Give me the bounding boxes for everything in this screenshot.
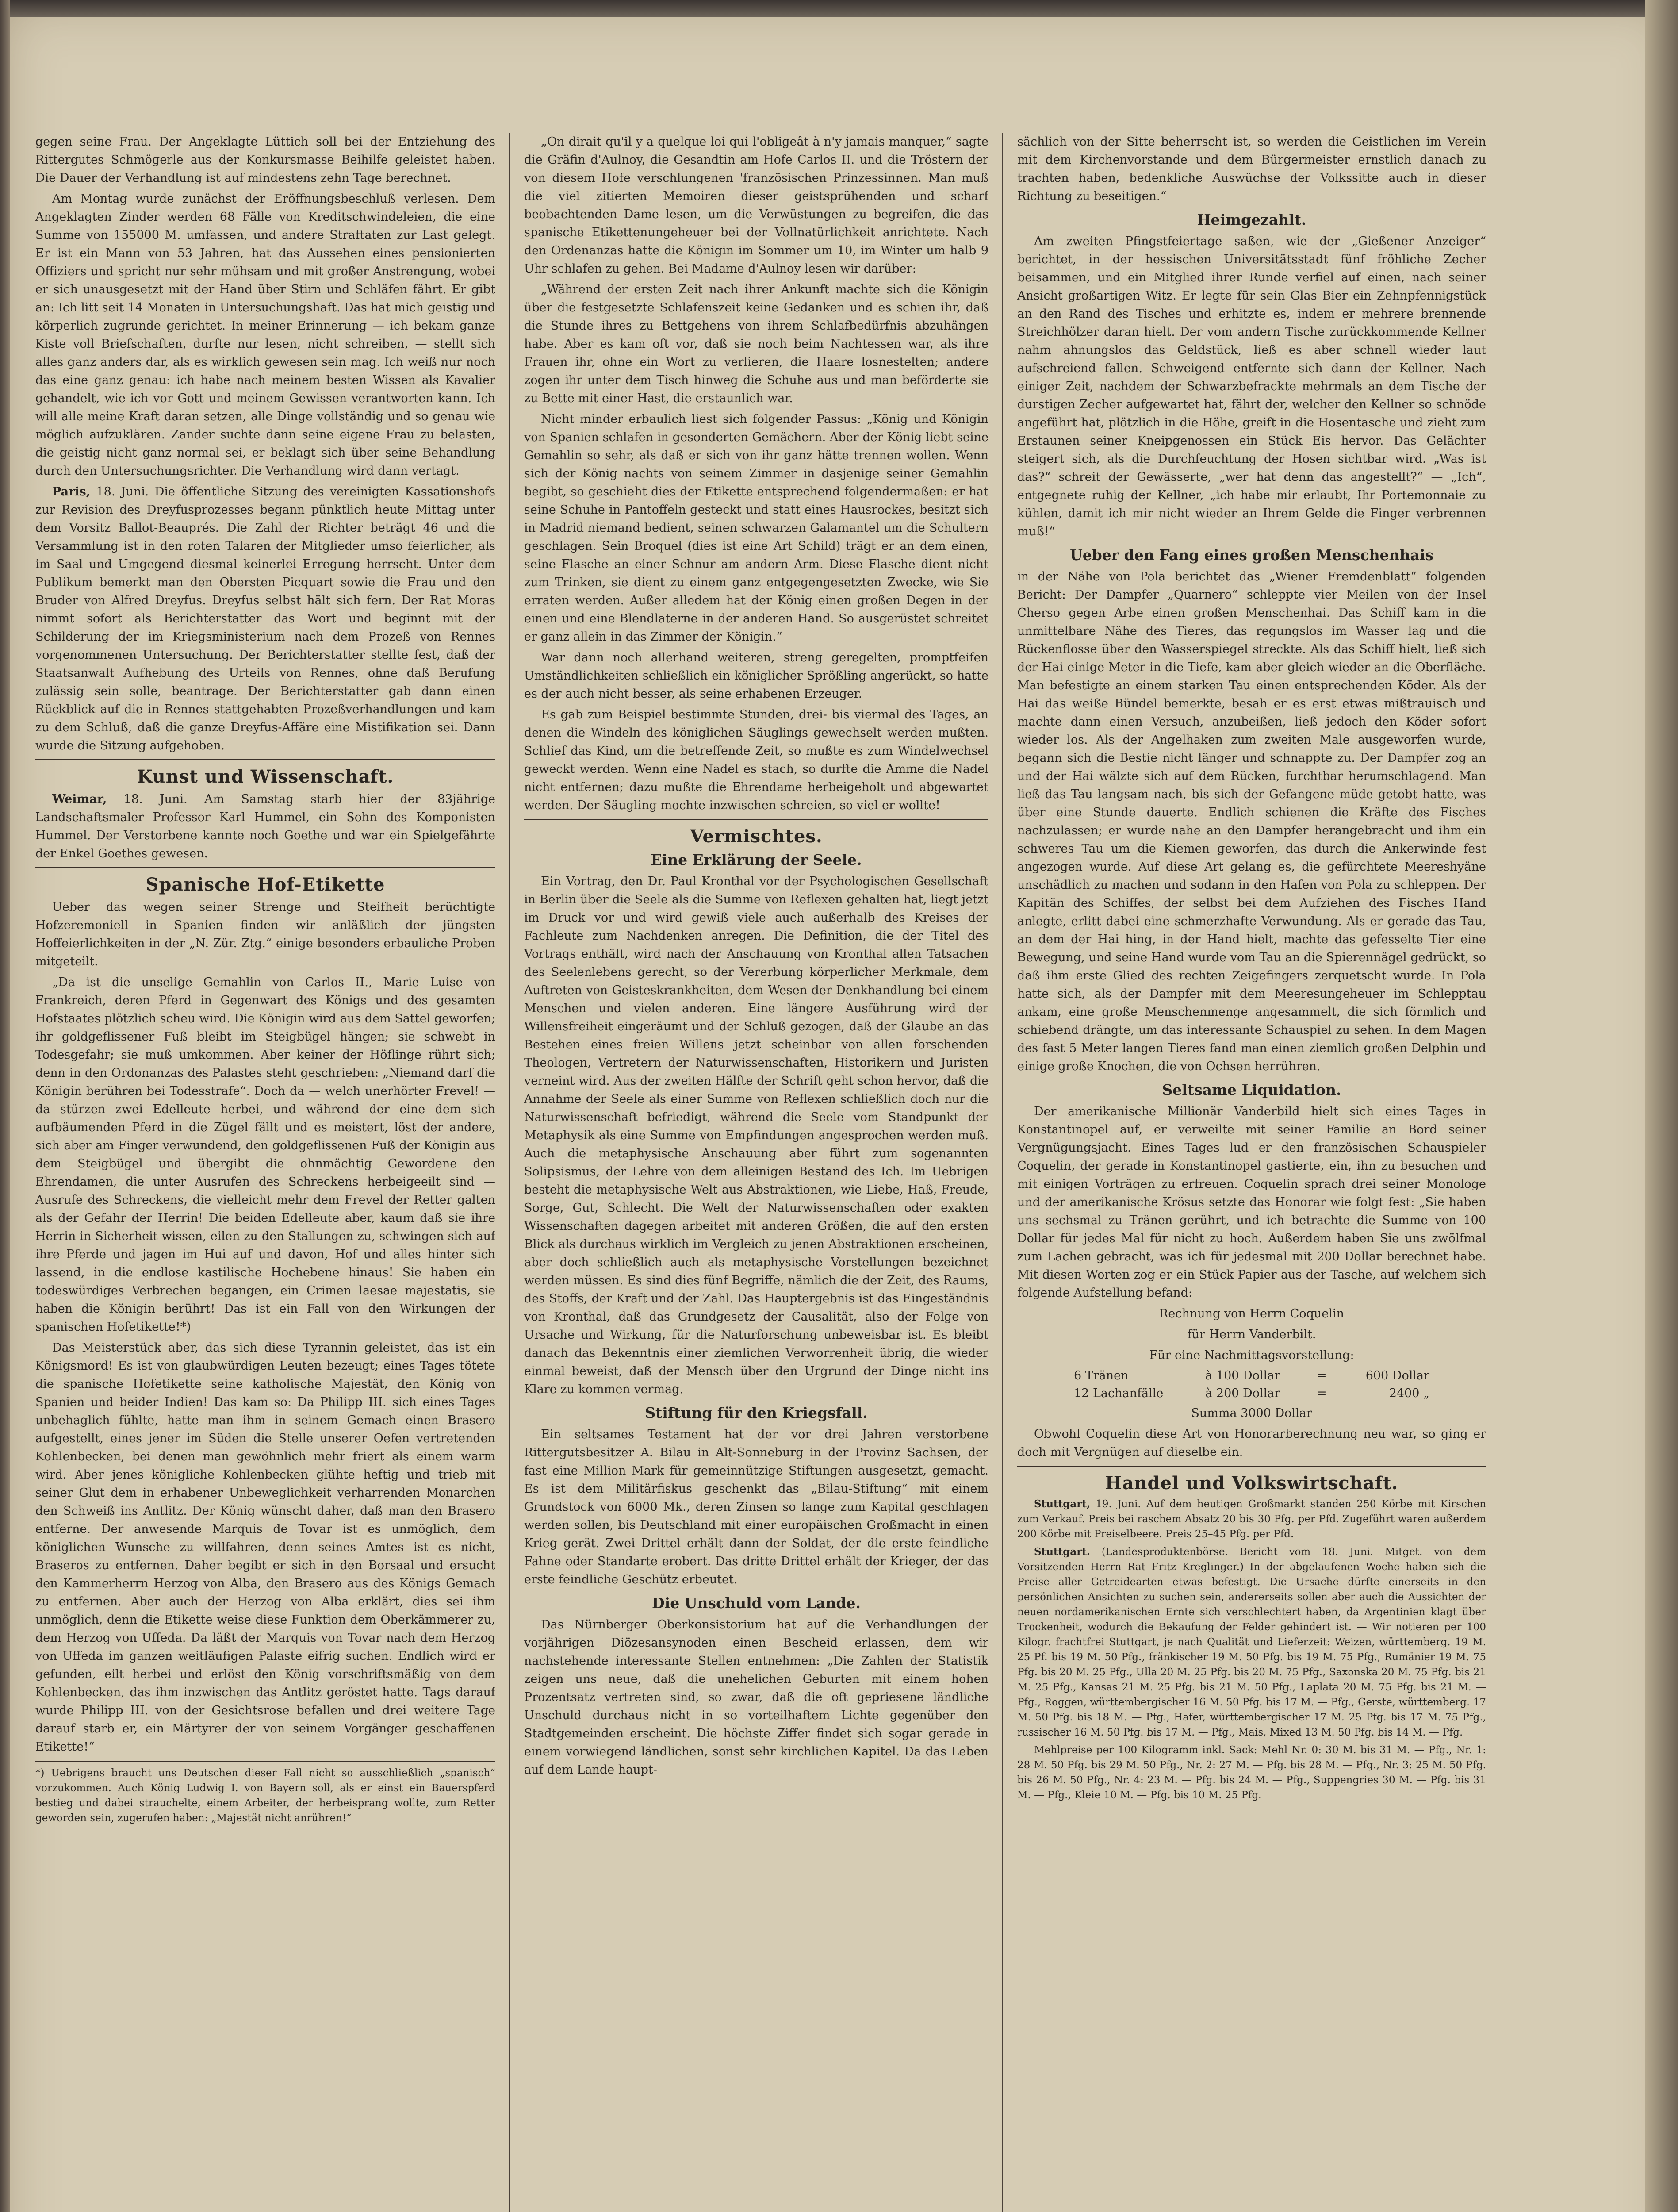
section-divider	[35, 867, 495, 868]
paragraph-text: 18. Juni. Die öffentliche Sitzung des vereinigten Kassationshofs zur Revision des Dreyfusprozesses begann pünktlich heute Mittag unter dem Vorsitz Ballot-Beauprés. Die Zahl der Richter beträgt 46 und die Versammlung ist in den roten Talaren der Mitglieder umso feierlicher, als im Saal und Umgegend diesmal keinerlei Erregung herrscht. Unter dem Publikum bemerkt man den Obersten Picquart sowie die Frau und den Bruder von Alfred Dreyfus. Dreyfus selbst hält sich fern. Der Rat Moras nimmt sofort als Berichterstatter das Wort und beginnt mit der Schilderung der im Kriegsministerium nach dem Prozeß von Rennes vorgenommenen Untersuchung. Der Berichterstatter stellte fest, daß der Staatsanwalt Aufhebung des Urteils von Rennes, ohne daß Berufung zulässig sein solle, beantrage. Der Berichterstatter gab dann einen Rückblick auf die in Rennes stattgehabten Prozeßverhandlungen und kam zu dem Schluß, daß die ganze Dreyfus-Affäre eine Mistifikation sei. Dann wurde die Sitzung aufgehoben.	[35, 485, 495, 753]
dateline: Stuttgart.	[1034, 1546, 1090, 1558]
article-paragraph: „On dirait qu'il y a quelque loi qui l'obligeât à n'y jamais manquer,“ sagte die Gräfin d'Aulnoy, die Gesandtin am Hofe Carlos II. und die Tröstern der von diesem Hofe verschlungenen 'französischen Prinzessinnen. Man muß die viel zitierten Memoiren dieser geistsprühenden und scharf beobachtenden Dame lesen, um die Verwüstungen zu begreifen, die das spanische Etikettenungeheuer bei der Vollnatürlichkeit anrichtete. Nach den Ordenanzas hatte die Königin im Sommer um 10, im Winter um halb 9 Uhr schlafen zu gehen. Bei Madame d'Aulnoy lesen wir darüber:	[524, 135, 988, 276]
invoice-row	[1070, 1367, 1433, 1385]
scan-binding-edge	[0, 0, 10, 2212]
paragraph-text: (Landesproduktenbörse. Bericht vom 18. Juni. Mitget. von dem Vorsitzenden Herrn Rat Fritz Kreglinger.) In der abgelaufenen Woche haben sich die Preise aller Getreidearten etwas befestigt. Die Ursache dürfte einerseits in den persönlichen Ansichten zu suchen sein, andererseits sollen aber auch die Aussichten der neuen nordamerikanischen Ernte sich verschlechtert haben, da Argentinien klagt über Trockenheit, wodurch die Bekaufung der Felder gehindert ist. — Wir notieren per 100 Kilogr. frachtfrei Stuttgart, je nach Qualität und Lieferzeit: Weizen, württemberg. 19 M. 25 Pf. bis 19 M. 50 Pfg., fränkischer 19 M. 50 Pfg. bis 19 M. 75 Pfg., Rumänier 19 M. 75 Pfg. bis 20 M. 25 Pfg., Ulla 20 M. 25 Pfg. bis 20 M. 75 Pfg., Saxonska 20 M. 75 Pfg. bis 21 M. 25 Pfg., Kansas 21 M. 25 Pfg. bis 21 M. 50 Pfg., Laplata 20 M. 75 Pfg. bis 21 M. — Pfg., Roggen, württembergischer 16 M. 50 Pfg. bis 17 M. — Pfg., Gerste, württemberg. 17 M. 50 Pfg. bis 18 M. — Pfg., Hafer, württembergischer 17 M. 25 Pfg. bis 17 M. 75 Pfg., russischer 16 M. 50 Pfg. bis 17 M. — Pfg., Mais, Mixed 13 M. 50 Pfg. bis 14 M. — Pfg.	[1017, 1546, 1486, 1738]
market-paragraph	[1017, 1544, 1486, 1740]
article-paragraph: Obwohl Coquelin diese Art von Honorarberechnung neu war, so ging er doch mit Vergnügen auf dieselbe ein.	[1017, 1427, 1486, 1459]
article-heading: Die Unschuld vom Lande.	[652, 1594, 861, 1612]
invoice-total: Summa 3000 Dollar	[1191, 1406, 1312, 1420]
paragraph-text: 18. Juni. Am Samstag starb hier der 83jährige Landschaftsmaler Professor Karl Hummel, ein Sohn des Komponisten Hummel. Der Verstorbene kannte noch Goethe und war ein Spielgefährte der Enkel Goethes gewesen.	[35, 792, 495, 860]
article-paragraph: „Da ist die unselige Gemahlin von Carlos II., Marie Luise von Frankreich, deren Pferd in Gegenwart des Königs und des gesamten Hofstaates plötzlich scheu wird. Die Königin wird aus dem Sattel geworfen; ihr goldgeflissener Fuß bleibt im Steigbügel hängen; sie schwebt in Todesgefahr; sie muß umkommen. Aber keiner der Höflinge rührt sich; denn in den Ordonanzas des Palastes steht geschrieben: „Niemand darf die Königin berühren bei Todesstrafe“. Doch da — welch unerhörter Frevel! — da stürzen zwei Edelleute herbei, und während der eine dem sich aufbäumenden Pferd in die Zügel fällt und es meistert, löst der andere, sich aber am Finger verwundend, den goldgeflissenen Fuß der Königin aus dem Steigbügel und übergibt die ohnmächtig Gewordene den Ehrendamen, die unter Ausrufen des Schreckens herbeigeeilt sind — Ausrufe des Schreckens, die vielleicht mehr dem Frevel der Retter galten als der Gefahr der Herrin! Die beiden Edelleute aber, kaum daß sie ihre Herrin in Sicherheit wissen, eilen zu den Stallungen zu, schwingen sich auf ihre Pferde und jagen im Hui auf und davon, Hof und alles hinter sich lassend, in die endlose kastilische Hochebene hinaus! Sie haben ein todeswürdiges Verbrechen begangen, ein Crimen laesae majestatis, sie haben die Königin berührt! Das ist ein Fall von den Wirkungen der spanischen Hofetikette!*)	[35, 975, 495, 1334]
article-paragraph: Nicht minder erbaulich liest sich folgender Passus: „König und Königin von Spanien schlafen in gesonderten Gemächern. Aber der König liebt seine Gemahlin so sehr, als daß er sich von ihr ganz hätte trennen wollen. Wenn sich der König nachts von seinem Zimmer in dasjenige seiner Gemahlin begibt, so geschieht dies der Etikette entsprechend folgendermaßen: er hat seine Schuhe in Pantoffeln gesteckt und statt eines Hausrockes, besitzt sich in Madrid niemand bedient, seinen schwarzen Galamantel um die Schultern geschlagen. Sein Broquel (dies ist eine Art Schild) trägt er an dem einen, seine Flasche an einer Schnur am andern Arm. Diese Flasche dient nicht zum Trinken, sie dient zu einem ganz entgegengesetzten Zwecke, wie Sie erraten werden. Außer alledem hat der König einen großen Degen in der einen und eine Blendlaterne in der anderen Hand. So ausgerüstet schreitet er ganz allein in das Zimmer der Königin.“	[524, 412, 988, 644]
invoice-title: Rechnung von Herrn Coquelin	[1159, 1307, 1344, 1321]
article-paragraph: in der Nähe von Pola berichtet das „Wiener Fremdenblatt“ folgenden Bericht: Der Dampfer „Quarnero“ schleppte vier Meilen von der Insel Cherso gegen Arbe einen großen Menschenhai. Das Schiff kam in die unmittelbare Nähe des Tieres, das regungslos im Wasser lag und die Rückenflosse über den Wasserspiegel streckte. Als das Schiff hielt, ließ sich der Hai einige Meter in die Tiefe, kam aber gleich wieder an die Oberfläche. Man befestigte an einem starken Tau einen entsprechenden Köder. Als der Hai das weiße Bündel bemerkte, besah er es erst etwas mißtrauisch und machte dann einen Versuch, anzubeißen, ließ jedoch den Köder sofort wieder los. Als der Angelhaken zum zweiten Male ausgeworfen wurde, begann sich die Bestie nicht länger und schnappte zu. Der Dampfer zog an und der Hai wälzte sich auf dem Rücken, furchtbar herumschlagend. Man ließ das Tau langsam nach, bis sich der Gefangene müde getobt hatte, was über eine Stunde dauerte. Endlich schienen die Kräfte des Fisches nachzulassen; er wurde nahe an den Dampfer herangebracht und ihm ein schweres Tau um die Kiemen geworfen, das durch die Ankerwinde fest angezogen wurde. Auf diese Art gelang es, die gefürchtete Meereshyäne unschädlich zu machen und sodann in den Hafen von Pola zu schleppen. Der Kapitän des Schiffes, der selbst bei dem Aufziehen des Fisches Hand anlegte, erlitt dabei eine schmerzhafte Verwundung. Als er gerade das Tau, an dem der Hai hing, in der Hand hielt, machte das gefesselte Tier eine Bewegung, und seine Hand wurde vom Tau an die Spierennägel gedrückt, so daß ihm erste Glied des rechten Zeigefingers zerquetscht wurde. In Pola hatte sich, als der Dampfer mit dem Meeresungeheuer im Schlepptau ankam, eine große Menschenmenge angesammelt, die sich förmlich und schiebend drängte, um das interessante Schauspiel zu sehen. In dem Magen des fast 5 Meter langen Tieres fand man einen ziemlich großen Delphin und einige große Knochen, die von Ochsen herrühren.	[1017, 570, 1486, 1073]
market-report	[1017, 1497, 1486, 1803]
invoice-row	[1070, 1385, 1433, 1402]
scan-top-edge	[0, 0, 1678, 17]
dateline: Stuttgart,	[1034, 1498, 1090, 1510]
scan-right-edge	[1645, 0, 1678, 2212]
article-heading: Seltsame Liquidation.	[1162, 1081, 1341, 1098]
section-divider	[35, 759, 495, 760]
column-rule	[1002, 133, 1003, 2212]
article-paragraph: Ueber das wegen seiner Strenge und Steifheit berüchtigte Hofzeremoniell in Spanien finden wir anläßlich der jüngsten Hoffeierlichkeiten in der „N. Zür. Ztg.“ einige besonders erbauliche Proben mitgeteilt.	[35, 900, 495, 968]
invoice-recipient: für Herrn Vanderbilt.	[1187, 1328, 1316, 1341]
invoice-qty: 12 Lachanfälle	[1074, 1386, 1164, 1400]
article-paragraph	[35, 790, 495, 863]
article-paragraph: Ein Vortrag, den Dr. Paul Kronthal vor der Psychologischen Gesellschaft in Berlin über die Seele als die Summe von Reflexen gehalten hat, liegt jetzt im Druck vor und wird gewiß viele auch außerhalb des Kreises der Fachleute zum Nachdenken anregen. Die Definition, die der Titel des Vortrags enthält, wird nach der Anschauung von Kronthal allen Tatsachen des Seelenlebens gerecht, so der Vererbung körperlicher Merkmale, dem Auftreten von Geisteskrankheiten, dem Wesen der Denkhandlung bei einem Menschen und vielen anderen. Eine längere Ausführung wird der Willensfreiheit eingeräumt und der Schluß gezogen, daß der Glaube an das Bestehen eines freien Willens jetzt scheinbar von allen forschenden Theologen, Vertretern der Naturwissenschaften, Historikern und Juristen verneint wird. Aus der zweiten Hälfte der Schrift geht schon hervor, daß die Annahme der Seele als einer Summe von Reflexen schließlich doch nur die Naturwissenschaft befriedigt, während die Seele vom Standpunkt der Metaphysik als eine Summe von Empfindungen angesprochen werden muß. Auch die metaphysische Anschauung aber führt zum sogenannten Solipsismus, der Lehre von dem alleinigen Bestand des Ich. Im Uebrigen besteht die metaphysische Welt aus Abstraktionen, wie Liebe, Haß, Freude, Sorge, Gut, Schlecht. Die Welt der Naturwissenschaften oder exakten Wissenschaften dagegen arbeitet mit anderen Größen, die auf den ersten Blick als durchaus wirklich im Vergleich zu jenen Abstraktionen erscheinen, aber doch schließlich auch als metaphysische Vorstellungen bezeichnet werden müssen. Es sind dies fünf Begriffe, nämlich die der Zeit, des Raums, des Stoffs, der Kraft und der Zahl. Das Hauptergebnis ist das Eingeständnis von Kronthal, daß das Grundgesetz der Causalität, also der Folge von Ursache und Wirkung, für die Naturforschung unbeweisbar ist. Es bleibt danach das Bekenntnis einer ziemlichen Verworrenheit übrig, die wieder einmal beweist, daß der Mensch über den Urgrund der Dinge nicht ins Klare zu kommen vermag.	[524, 875, 988, 1396]
article-heading: Stiftung für den Kriegsfall.	[645, 1404, 868, 1421]
invoice-qty: 6 Tränen	[1074, 1369, 1129, 1382]
market-paragraph	[1017, 1497, 1486, 1542]
invoice-sum: 2400 „	[1389, 1386, 1429, 1400]
section-heading: Spanische Hof-Etikette	[146, 874, 385, 895]
paragraph-text: 19. Juni. Auf dem heutigen Großmarkt standen 250 Körbe mit Kirschen zum Verkauf. Preis bei raschem Absatz 20 bis 30 Pfg. per Pfd. Zugeführt waren außerdem 200 Körbe mit Preiselbeere. Preis 25–45 Pfg. per Pfd.	[1017, 1498, 1486, 1540]
section-heading: Vermischtes.	[690, 826, 823, 847]
article-paragraph	[35, 483, 495, 755]
article-paragraph: „Während der ersten Zeit nach ihrer Ankunft machte sich die Königin über die festgesetzte Schlafenszeit keine Gedanken und es schien ihr, daß die Stunde ihres zu Bettgehens von ihrem Schlafbedürfnis abzuhängen habe. Aber es kam oft vor, daß sie noch beim Nachtessen war, als ihre Frauen ihr, ohne ein Wort zu verlieren, die Haare losnestelten; andere zogen ihr unter dem Tisch hinweg die Schuhe aus und man beförderte sie zu Bette mit einer Hast, die erstaunlich war.	[524, 283, 988, 405]
article-paragraph: Es gab zum Beispiel bestimmte Stunden, drei- bis viermal des Tages, an denen die Windeln des königlichen Säuglings gewechselt werden mußten. Schlief das Kind, um die betreffende Zeit, so mußte es zum Windelwechsel geweckt werden. Wenn eine Nadel es stach, so durfte die Amme die Nadel nicht entfernen; dazu mußte die Ehrendame herbeigeholt und abgewartet werden. Der Säugling mochte inzwischen schreien, so viel er wollte!	[524, 708, 988, 812]
article-paragraph: Der amerikanische Millionär Vanderbild hielt sich eines Tages in Konstantinopel auf, er verweilte mit seiner Familie an Bord seiner Vergnügungsjacht. Eines Tages lud er den französischen Schauspieler Coquelin, der gerade in Konstantinopel gastierte, ein, ihn zu besuchen und mit einigen Vorträgen zu erfreuen. Coquelin sprach drei seiner Monologe und der amerikanische Krösus setzte das Honorar wie folgt fest: „Sie haben uns sechsmal zu Tränen gerührt, und ich betrachte die Summe von 100 Dollar für jedes Mal für nicht zu hoch. Außerdem haben Sie uns zwölfmal zum Lachen gebracht, was ich für jedesmal mit 200 Dollar berechnet habe. Mit diesen Worten zog er ein Stück Papier aus der Tasche, auf welchem sich folgende Aufstellung befand:	[1017, 1105, 1486, 1300]
article-paragraph: Am zweiten Pfingstfeiertage saßen, wie der „Gießener Anzeiger“ berichtet, in der hessischen Universitätsstadt fünf fröhliche Zecher beisammen, und ein Mitglied ihrer Runde verfiel auf einen, nach seiner Ansicht großartigen Witz. Er legte für sein Glas Bier ein Zehnpfennigstück an den Rand des Tisches und erhitzte es, indem er mehrere brennende Streichhölzer daran hielt. Der vom andern Tische zurückkommende Kellner nahm ahnungslos das Geldstück, ließ es aber schnell wieder laut aufschreiend fallen. Schweigend entfernte sich dann der Kellner. Nach einiger Zeit, nachdem der Schwarzbefrackte mehrmals an dem Tische der durstigen Zecher aufgewartet hat, fährt der, welcher den Kellner so schnöde angeführt hat, plötzlich in die Höhe, greift in die Hosentasche und zieht zum Erstaunen seiner Kneipgenossen ein Stück Eis hervor. Das Gelächter steigert sich, als die Durchfeuchtung der Hosen sichtbar wird. „Was ist das?“ schreit der Gewässerte, „wer hat denn das angestellt?“ — „Ich“, entgegnete ruhig der Kellner, „ich habe mir erlaubt, Ihr Portemonnaie zu kühlen, damit ich mir nicht wieder an Ihrem Gelde die Finger verbrennen muß!“	[1017, 234, 1486, 538]
article-paragraph: Am Montag wurde zunächst der Eröffnungsbeschluß verlesen. Dem Angeklagten Zinder werden 68 Fälle von Kreditschwindeleien, die eine Summe von 155000 M. umfassen, und andere Straftaten zur Last gelegt. Er ist ein Mann von 53 Jahren, hat das Aussehen eines pensionierten Offiziers und spricht nur sehr mühsam und mit großer Anstrengung, wobei er sich unausgesetzt mit der Hand über Stirn und Schläfen fährt. Er gibt an: Ich litt seit 14 Monaten in Untersuchungshaft. Das hat mich geistig und körperlich zugrunde gerichtet. In meiner Erinnerung — ich bekam ganze Kiste voll Briefschaften, durfte nur lesen, nicht schreiben, — stellt sich alles ganz anders dar, als es wirklich gewesen sein mag. Ich weiß nur noch das eine ganz genau: ich habe nach meinem besten Wissen als Kavalier gehandelt, wie ich vor Gott und meinem Gewissen verantworten kann. Ich will alle meine Kraft daran setzen, alle Dinge vollständig und so genau wie möglich aufzuklären. Zander suchte dann seine eigene Frau zu belasten, die geistig nicht ganz normal sei, er beklagt sich über seine Behandlung durch den Untersuchungsrichter. Die Verhandlung wird dann vertagt.	[35, 192, 495, 478]
section-divider	[524, 819, 988, 820]
invoice-event: Für eine Nachmittagsvorstellung:	[1149, 1348, 1354, 1362]
article-paragraph: Das Nürnberger Oberkonsistorium hat auf die Verhandlungen der vorjährigen Diözesansynoden einen Bescheid erlassen, dem wir nachstehende interessante Stellen entnehmen: „Die Zahlen der Statistik zeigen uns neue, daß die unehelichen Geburten mit einem hohen Prozentsatz vertreten sind, so zwar, daß die oft gepriesene ländliche Unschuld durchaus nicht in so vorteilhaftem Lichte gegenüber den Stadtgemeinden erscheint. Die höchste Ziffer findet sich sogar gerade in einem vorwiegend ländlichen, sonst sehr kirchlichen Kapitel. Da das Leben auf dem Lande haupt-	[524, 1618, 988, 1777]
section-divider	[1017, 1466, 1486, 1467]
invoice-equals: =	[1317, 1369, 1327, 1382]
article-paragraph: sächlich von der Sitte beherrscht ist, so werden die Geistlichen im Verein mit dem Kirchenvorstande und dem Bürgermeister ernstlich danach zu trachten haben, bedenkliche Auswüchse der Volkssitte auch in dieser Richtung zu beseitigen.“	[1017, 135, 1486, 203]
article-heading: Ueber den Fang eines großen Menschenhais	[1069, 546, 1434, 564]
market-paragraph: Mehlpreise per 100 Kilogramm inkl. Sack: Mehl Nr. 0: 30 M. bis 31 M. — Pfg., Nr. 1: 28 M. 50 Pfg. bis 29 M. 50 Pfg., Nr. 2: 27 M. — Pfg. bis 28 M. — Pfg., Nr. 3: 25 M. 50 Pfg. bis 26 M. 50 Pfg., Nr. 4: 23 M. — Pfg. bis 24 M. — Pfg., Suppengries 30 M. — Pfg. bis 31 M. — Pfg., Kleie 10 M. — Pfg. bis 10 M. 25 Pfg.	[1017, 1744, 1486, 1801]
section-heading: Handel und Volkswirtschaft.	[1105, 1473, 1398, 1494]
dateline: Paris,	[52, 485, 91, 499]
invoice-equals: =	[1317, 1386, 1327, 1400]
column-3	[1017, 133, 1486, 2212]
dateline: Weimar,	[52, 792, 107, 806]
section-heading: Kunst und Wissenschaft.	[137, 766, 394, 787]
article-paragraph: gegen seine Frau. Der Angeklagte Lüttich soll bei der Entziehung des Rittergutes Schmögerle aus der Konkursmasse Beihilfe geleistet haben. Die Dauer der Verhandlung ist auf mindestens zehn Tage berechnet.	[35, 135, 495, 185]
article-paragraph: War dann noch allerhand weiteren, streng geregelten, promptfeifen Umständlichkeiten schließlich ein königlicher Sprößling angerückt, so hatte es der auch nicht besser, als seine erhabenen Erzeuger.	[524, 651, 988, 701]
article-paragraph: Das Meisterstück aber, das sich diese Tyrannin geleistet, das ist ein Königsmord! Es ist von glaubwürdigen Leuten bezeugt; eines Tages tötete die spanische Hofetikette seine katholische Majestät, den König von Spanien und beider Indien! Das kam so: Da Philipp III. sich eines Tages unbehaglich fühlte, hatte man ihm in seinem Gemach einen Brasero aufgestellt, eines jener im Süden die Stelle unserer Oefen vertretenden Kohlenbecken, bei denen man gewöhnlich mehr friert als einem warm wird. Aber jenes königliche Kohlenbecken glühte heftig und trieb mit seiner Glut dem in erhabener Unbeweglichkeit verharrenden Monarchen den Schweiß ins Antlitz. Der König wünscht daher, daß man den Brasero entferne. Der anwesende Marquis de Tovar ist es unmöglich, dem königlichen Wunsche zu willfahren, denn seines Amtes ist es nicht, Braseros zu entfernen. Daher begibt er sich in den Borsaal und ersucht den Kammerherrn Herzog von Alba, den Brasero aus des Königs Gemach zu entfernen. Aber auch der Herzog von Alba erklärt, dies sei ihm unmöglich, denn die Etikette weise diese Funktion dem Oberkämmerer zu, dem Herzog von Uffeda. Da läßt der Marquis von Tovar nach dem Herzog von Uffeda im ganzen weitläufigen Palaste eifrig suchen. Endlich wird er gefunden, eilt herbei und erlöst den König vorschriftsmäßig von dem Kohlenbecken, das ihm inzwischen das Antlitz geröstet hatte. Tags darauf wurde Philipp III. von der Gesichtsrose befallen und drei weitere Tage darauf starb er, ein Märtyrer der von seinem Vorgänger geschaffenen Etikette!“	[35, 1341, 495, 1754]
article-heading: Eine Erklärung der Seele.	[651, 851, 862, 868]
invoice-table	[1070, 1367, 1433, 1402]
column-1	[35, 133, 495, 2212]
invoice-rate: à 200 Dollar	[1205, 1386, 1280, 1400]
invoice-rate: à 100 Dollar	[1205, 1369, 1280, 1382]
article-paragraph: Ein seltsames Testament hat der vor drei Jahren verstorbene Rittergutsbesitzer A. Bilau in Alt-Sonneburg in der Provinz Sachsen, der fast eine Million Mark für gemeinnützige Stiftungen ausgesetzt, gemacht. Es ist dem Militärfiskus geschenkt das „Bilau-Stiftung“ mit einem Grundstock von 6000 Mk., deren Zinsen so lange zum Kapital geschlagen werden sollen, bis Deutschland mit einer europäischen Großmacht in einen Krieg gerät. Zwei Drittel erhält dann der Soldat, der die erste feindliche Fahne oder Standarte erobert. Das dritte Drittel erhält der Krieger, der das erste feindliche Geschütz erbeutet.	[524, 1428, 988, 1586]
column-rule	[509, 133, 510, 2212]
article-heading: Heimgezahlt.	[1197, 211, 1306, 228]
column-2	[524, 133, 988, 2212]
footnote: *) Uebrigens braucht uns Deutschen dieser Fall nicht so ausschließlich „spanisch“ vorzukommen. Auch König Ludwig I. von Bayern soll, als er einst ein Bauerspferd bestieg und dabei strauchelte, einem Arbeiter, der herbeisprang wollte, zum Retter geworden sein, zugerufen haben: „Majestät nicht anrühren!“	[35, 1761, 495, 1826]
invoice-sum: 600 Dollar	[1365, 1369, 1429, 1382]
